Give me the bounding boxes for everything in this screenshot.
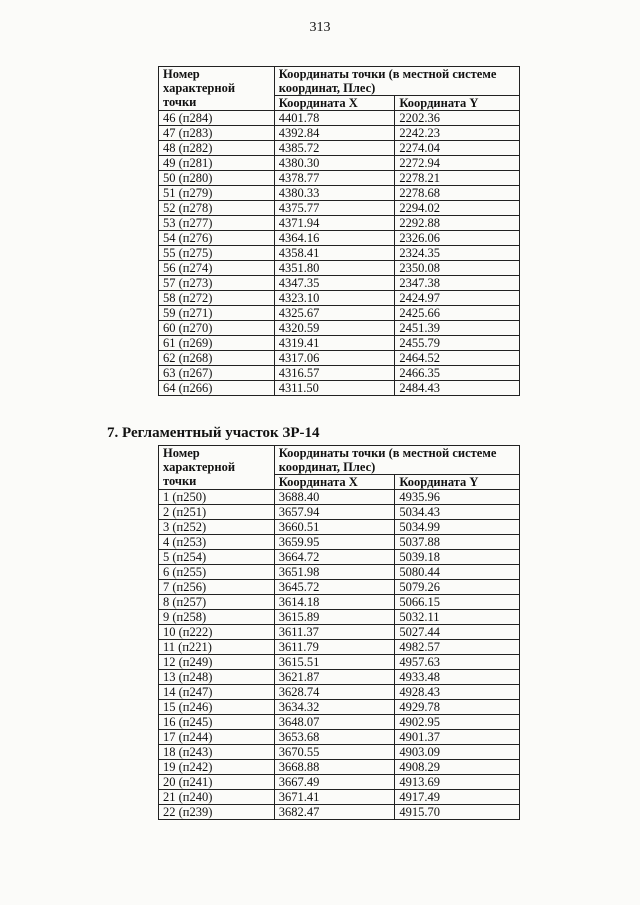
coord-x-cell: 4347.35: [274, 276, 395, 291]
table-row: [159, 580, 520, 595]
coord-x-cell: 4385.72: [274, 141, 395, 156]
coord-y-cell: 2464.52: [395, 351, 520, 366]
coord-y-cell: 4915.70: [395, 805, 520, 820]
point-number-cell: 64 (п266): [159, 381, 275, 396]
point-number-cell: 57 (п273): [159, 276, 275, 291]
coord-y-cell: 2424.97: [395, 291, 520, 306]
header-point-number: Номер характерной точки: [159, 67, 275, 111]
coord-y-cell: 4908.29: [395, 760, 520, 775]
table-row: [159, 276, 520, 291]
coord-y-cell: 5080.44: [395, 565, 520, 580]
coord-x-cell: 3648.07: [274, 715, 395, 730]
coord-x-cell: 4325.67: [274, 306, 395, 321]
point-number-cell: 63 (п267): [159, 366, 275, 381]
coord-x-cell: 4401.78: [274, 111, 395, 126]
table-row: [159, 505, 520, 520]
coord-x-cell: 4323.10: [274, 291, 395, 306]
coord-y-cell: 5079.26: [395, 580, 520, 595]
coord-y-cell: 2242.23: [395, 126, 520, 141]
coord-y-cell: 2278.21: [395, 171, 520, 186]
coord-y-cell: 5037.88: [395, 535, 520, 550]
table-row: [159, 565, 520, 580]
table-row: [159, 670, 520, 685]
point-number-cell: 5 (п254): [159, 550, 275, 565]
coord-y-cell: 2326.06: [395, 231, 520, 246]
coord-x-cell: 4311.50: [274, 381, 395, 396]
table-row: [159, 730, 520, 745]
coord-y-cell: 2425.66: [395, 306, 520, 321]
point-number-cell: 48 (п282): [159, 141, 275, 156]
header-coord-x: Координата X: [274, 475, 395, 490]
point-number-cell: 56 (п274): [159, 261, 275, 276]
table-row: [159, 535, 520, 550]
point-number-cell: 52 (п278): [159, 201, 275, 216]
coord-x-cell: 3611.37: [274, 625, 395, 640]
coord-x-cell: 3653.68: [274, 730, 395, 745]
point-number-cell: 51 (п279): [159, 186, 275, 201]
coord-x-cell: 4380.30: [274, 156, 395, 171]
coord-y-cell: 5034.99: [395, 520, 520, 535]
point-number-cell: 4 (п253): [159, 535, 275, 550]
coord-x-cell: 3611.79: [274, 640, 395, 655]
coord-y-cell: 5066.15: [395, 595, 520, 610]
coord-y-cell: 2202.36: [395, 111, 520, 126]
coord-y-cell: 4917.49: [395, 790, 520, 805]
table-row: [159, 775, 520, 790]
section-heading: 7. Регламентный участок ЗР-14: [107, 425, 320, 441]
coord-y-cell: 4935.96: [395, 490, 520, 505]
table-row: [159, 201, 520, 216]
coord-x-cell: 3628.74: [274, 685, 395, 700]
table-row: [159, 321, 520, 336]
point-number-cell: 55 (п275): [159, 246, 275, 261]
coord-x-cell: 4351.80: [274, 261, 395, 276]
point-number-cell: 16 (п245): [159, 715, 275, 730]
table-row: [159, 790, 520, 805]
header-coords-system: Координаты точки (в местной системе координат, Плес): [274, 446, 519, 475]
coord-y-cell: 2451.39: [395, 321, 520, 336]
table-row: [159, 366, 520, 381]
coord-x-cell: 3667.49: [274, 775, 395, 790]
coord-y-cell: 2294.02: [395, 201, 520, 216]
table-row: [159, 595, 520, 610]
point-number-cell: 22 (п239): [159, 805, 275, 820]
coord-x-cell: 3615.89: [274, 610, 395, 625]
coord-x-cell: 4320.59: [274, 321, 395, 336]
table-row: [159, 805, 520, 820]
coordinates-table-2: [158, 445, 520, 820]
coord-y-cell: 2350.08: [395, 261, 520, 276]
coord-x-cell: 3634.32: [274, 700, 395, 715]
coord-y-cell: 5032.11: [395, 610, 520, 625]
coord-x-cell: 4316.57: [274, 366, 395, 381]
point-number-cell: 59 (п271): [159, 306, 275, 321]
point-number-cell: 10 (п222): [159, 625, 275, 640]
table-row: [159, 111, 520, 126]
point-number-cell: 47 (п283): [159, 126, 275, 141]
point-number-cell: 18 (п243): [159, 745, 275, 760]
point-number-cell: 21 (п240): [159, 790, 275, 805]
point-number-cell: 8 (п257): [159, 595, 275, 610]
table-row: [159, 700, 520, 715]
point-number-cell: 62 (п268): [159, 351, 275, 366]
table-row: [159, 156, 520, 171]
coord-x-cell: 4319.41: [274, 336, 395, 351]
point-number-cell: 49 (п281): [159, 156, 275, 171]
coord-y-cell: 4901.37: [395, 730, 520, 745]
header-coord-x: Координата X: [274, 96, 395, 111]
coord-y-cell: 4933.48: [395, 670, 520, 685]
header-coord-y: Координата Y: [395, 96, 520, 111]
coord-x-cell: 3671.41: [274, 790, 395, 805]
coord-x-cell: 3659.95: [274, 535, 395, 550]
point-number-cell: 12 (п249): [159, 655, 275, 670]
coord-y-cell: 4903.09: [395, 745, 520, 760]
table-row: [159, 640, 520, 655]
table-row: [159, 745, 520, 760]
point-number-cell: 6 (п255): [159, 565, 275, 580]
table-row: [159, 715, 520, 730]
point-number-cell: 53 (п277): [159, 216, 275, 231]
table-row: [159, 126, 520, 141]
coord-x-cell: 4378.77: [274, 171, 395, 186]
table-row: [159, 610, 520, 625]
coord-x-cell: 3688.40: [274, 490, 395, 505]
coord-y-cell: 2324.35: [395, 246, 520, 261]
point-number-cell: 9 (п258): [159, 610, 275, 625]
coord-x-cell: 3660.51: [274, 520, 395, 535]
coord-y-cell: 2292.88: [395, 216, 520, 231]
coord-y-cell: 2278.68: [395, 186, 520, 201]
coord-y-cell: 4929.78: [395, 700, 520, 715]
table-row: [159, 655, 520, 670]
point-number-cell: 54 (п276): [159, 231, 275, 246]
point-number-cell: 61 (п269): [159, 336, 275, 351]
coord-y-cell: 2455.79: [395, 336, 520, 351]
coord-y-cell: 2272.94: [395, 156, 520, 171]
point-number-cell: 50 (п280): [159, 171, 275, 186]
table-row: [159, 291, 520, 306]
point-number-cell: 46 (п284): [159, 111, 275, 126]
point-number-cell: 1 (п250): [159, 490, 275, 505]
point-number-cell: 2 (п251): [159, 505, 275, 520]
header-coord-y: Координата Y: [395, 475, 520, 490]
point-number-cell: 11 (п221): [159, 640, 275, 655]
coord-y-cell: 5039.18: [395, 550, 520, 565]
header-coords-system: Координаты точки (в местной системе координат, Плес): [274, 67, 519, 96]
coord-x-cell: 3651.98: [274, 565, 395, 580]
page-number: 313: [309, 20, 331, 35]
table-row: [159, 685, 520, 700]
table-row: [159, 306, 520, 321]
point-number-cell: 58 (п272): [159, 291, 275, 306]
coord-x-cell: 4392.84: [274, 126, 395, 141]
point-number-cell: 20 (п241): [159, 775, 275, 790]
coord-x-cell: 4371.94: [274, 216, 395, 231]
table-row: [159, 760, 520, 775]
table-row: [159, 261, 520, 276]
coord-y-cell: 4913.69: [395, 775, 520, 790]
coord-x-cell: 3614.18: [274, 595, 395, 610]
coord-y-cell: 4902.95: [395, 715, 520, 730]
table-row: [159, 490, 520, 505]
table-row: [159, 351, 520, 366]
table-row: [159, 550, 520, 565]
point-number-cell: 19 (п242): [159, 760, 275, 775]
table-row: [159, 141, 520, 156]
point-number-cell: 60 (п270): [159, 321, 275, 336]
coord-y-cell: 4982.57: [395, 640, 520, 655]
table-row: [159, 336, 520, 351]
coord-x-cell: 4317.06: [274, 351, 395, 366]
table-row: [159, 246, 520, 261]
coord-y-cell: 5027.44: [395, 625, 520, 640]
coord-x-cell: 3645.72: [274, 580, 395, 595]
coord-x-cell: 3668.88: [274, 760, 395, 775]
coord-y-cell: 2274.04: [395, 141, 520, 156]
coord-x-cell: 3682.47: [274, 805, 395, 820]
point-number-cell: 17 (п244): [159, 730, 275, 745]
coord-x-cell: 4364.16: [274, 231, 395, 246]
point-number-cell: 14 (п247): [159, 685, 275, 700]
point-number-cell: 3 (п252): [159, 520, 275, 535]
coord-y-cell: 2484.43: [395, 381, 520, 396]
coord-x-cell: 3657.94: [274, 505, 395, 520]
coord-x-cell: 4375.77: [274, 201, 395, 216]
point-number-cell: 7 (п256): [159, 580, 275, 595]
coord-x-cell: 3621.87: [274, 670, 395, 685]
coord-y-cell: 2466.35: [395, 366, 520, 381]
table-row: [159, 520, 520, 535]
coord-x-cell: 3664.72: [274, 550, 395, 565]
table-row: [159, 231, 520, 246]
coord-y-cell: 5034.43: [395, 505, 520, 520]
point-number-cell: 15 (п246): [159, 700, 275, 715]
table-row: [159, 625, 520, 640]
coord-x-cell: 4380.33: [274, 186, 395, 201]
coord-x-cell: 3670.55: [274, 745, 395, 760]
coord-y-cell: 4957.63: [395, 655, 520, 670]
header-point-number: Номер характерной точки: [159, 446, 275, 490]
coord-y-cell: 4928.43: [395, 685, 520, 700]
point-number-cell: 13 (п248): [159, 670, 275, 685]
table-row: [159, 186, 520, 201]
table-row: [159, 171, 520, 186]
table-row: [159, 216, 520, 231]
coord-y-cell: 2347.38: [395, 276, 520, 291]
coordinates-table-1: [158, 66, 520, 396]
table-row: [159, 381, 520, 396]
coord-x-cell: 3615.51: [274, 655, 395, 670]
coord-x-cell: 4358.41: [274, 246, 395, 261]
